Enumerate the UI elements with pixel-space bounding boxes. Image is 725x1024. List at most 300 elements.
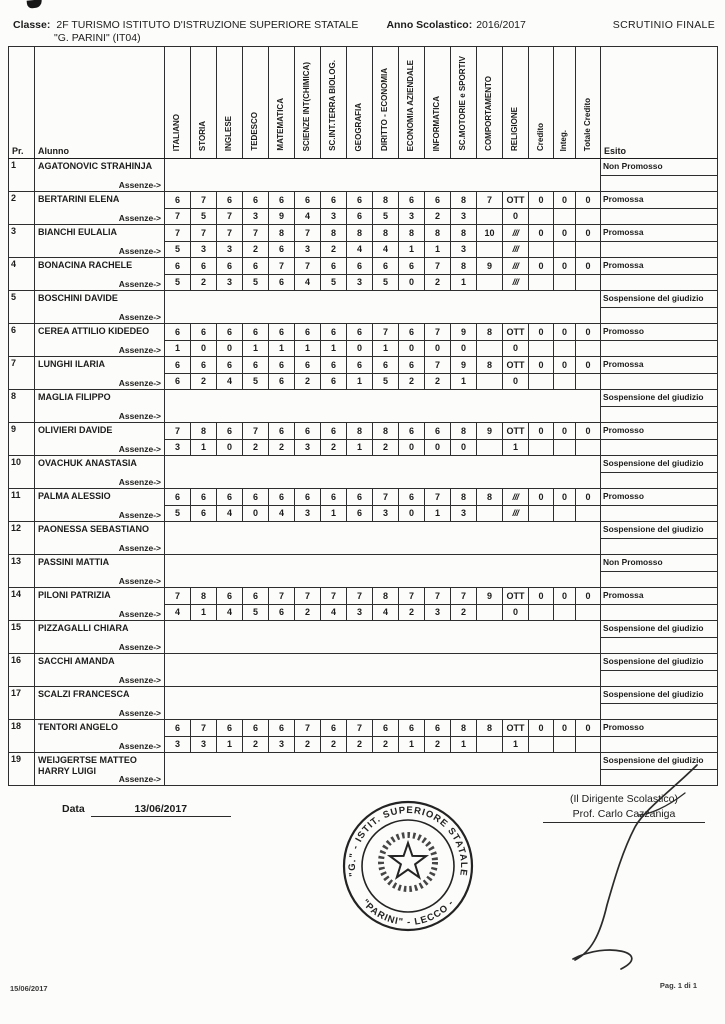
absence-cell [554, 341, 576, 357]
grade-cell: 0 [576, 588, 601, 605]
col-header-subject-2 [217, 47, 243, 159]
student-number: 17 [9, 687, 35, 720]
absence-cell: 1 [451, 737, 477, 753]
grade-cell: 6 [399, 489, 425, 506]
school-stamp [340, 800, 476, 936]
grade-cell: 0 [576, 192, 601, 209]
col-header-subject-13 [503, 47, 529, 159]
grade-cell: 6 [217, 489, 243, 506]
absence-cell: 6 [269, 242, 295, 258]
table-head [9, 47, 718, 159]
absence-cell: 4 [347, 242, 373, 258]
absence-cell: 5 [373, 275, 399, 291]
esito-empty [601, 572, 718, 588]
grade-cell: 9 [451, 357, 477, 374]
grade-cell: 7 [295, 225, 321, 242]
grade-cell: 0 [529, 225, 554, 242]
grade-cell: 6 [269, 489, 295, 506]
absence-cell: /// [503, 242, 529, 258]
absence-cell: 3 [321, 209, 347, 225]
student-grade-row [9, 258, 718, 275]
grade-cell: 0 [529, 588, 554, 605]
grade-cell: 0 [529, 258, 554, 275]
absence-cell [554, 242, 576, 258]
student-grade-row [9, 291, 718, 308]
grade-cell: 6 [269, 192, 295, 209]
esito-value: Promossa [601, 225, 718, 242]
empty-grades-block [165, 687, 601, 720]
absence-cell: 6 [347, 209, 373, 225]
grade-cell: 8 [191, 423, 217, 440]
absence-cell: 0 [425, 440, 451, 456]
absence-cell: 6 [269, 605, 295, 621]
absence-cell: 3 [425, 605, 451, 621]
absence-cell: 0 [399, 440, 425, 456]
grade-cell: 7 [217, 225, 243, 242]
col-header-subject-6 [321, 47, 347, 159]
empty-grades-block [165, 291, 601, 324]
absence-cell: 1 [503, 737, 529, 753]
absence-cell: 1 [347, 440, 373, 456]
grade-cell: 9 [477, 423, 503, 440]
absence-cell: 5 [243, 275, 269, 291]
grade-cell: 6 [399, 192, 425, 209]
absence-cell: 5 [191, 209, 217, 225]
grade-cell: 6 [321, 720, 347, 737]
grade-cell: 6 [321, 324, 347, 341]
grade-cell: 6 [295, 192, 321, 209]
grade-cell: 7 [347, 588, 373, 605]
grade-cell: OTT [503, 588, 529, 605]
grade-cell: 6 [373, 720, 399, 737]
absence-cell: 5 [321, 275, 347, 291]
absence-cell: 3 [295, 242, 321, 258]
col-header-subject-3 [243, 47, 269, 159]
empty-grades-block [165, 654, 601, 687]
student-grade-row [9, 390, 718, 407]
absence-cell: 6 [347, 506, 373, 522]
esito-empty [601, 770, 718, 786]
grade-cell: 6 [165, 324, 191, 341]
absence-cell: 3 [243, 209, 269, 225]
col-header-subject-15 [554, 47, 576, 159]
grade-cell: 0 [554, 489, 576, 506]
student-name: PASSINI MATTIA [38, 557, 110, 567]
col-header-subject-4-label: MATEMATICA [276, 98, 286, 151]
grade-cell: 7 [399, 588, 425, 605]
absence-cell: 0 [503, 209, 529, 225]
esito-empty [601, 209, 718, 225]
grade-cell: 6 [321, 258, 347, 275]
student-name: PIZZAGALLI CHIARA [38, 623, 129, 633]
absence-cell: 2 [321, 440, 347, 456]
student-name-cell [35, 159, 165, 192]
grade-cell: 6 [217, 720, 243, 737]
grade-cell: 6 [347, 489, 373, 506]
absence-cell: 2 [425, 737, 451, 753]
grade-cell: 7 [165, 423, 191, 440]
grade-cell: OTT [503, 324, 529, 341]
col-header-alunno: Alunno [35, 47, 165, 159]
classe-label: Classe: [13, 19, 51, 31]
grade-cell: 7 [477, 192, 503, 209]
grade-cell: 7 [191, 225, 217, 242]
esito-empty [601, 737, 718, 753]
assenze-label: Assenze-> [118, 443, 161, 454]
student-name-cell [35, 192, 165, 225]
assenze-label: Assenze-> [118, 410, 161, 421]
student-grade-row [9, 192, 718, 209]
esito-empty [601, 341, 718, 357]
student-name-cell [35, 522, 165, 555]
student-name-cell [35, 489, 165, 522]
absence-cell [529, 737, 554, 753]
student-name-cell [35, 687, 165, 720]
student-number: 1 [9, 159, 35, 192]
absence-cell [477, 605, 503, 621]
student-name: WEIJGERTSE MATTEO HARRY LUIGI [38, 755, 137, 776]
esito-empty [601, 605, 718, 621]
anno-value: 2016/2017 [476, 19, 526, 31]
esito-value: Sospensione del giudizio [601, 753, 718, 770]
grade-cell: 6 [399, 720, 425, 737]
student-number: 19 [9, 753, 35, 786]
grade-cell: 6 [399, 324, 425, 341]
grade-cell: 6 [295, 324, 321, 341]
grade-cell: 6 [243, 357, 269, 374]
absence-cell: 2 [321, 737, 347, 753]
absence-cell: 5 [243, 605, 269, 621]
absence-cell [576, 209, 601, 225]
student-name-cell [35, 324, 165, 357]
grade-cell: 6 [321, 489, 347, 506]
esito-value: Sospensione del giudizio [601, 291, 718, 308]
absence-cell: 2 [295, 737, 321, 753]
grade-cell: 0 [529, 720, 554, 737]
absence-cell: 1 [321, 341, 347, 357]
absence-cell: 4 [295, 275, 321, 291]
absence-cell: 2 [243, 242, 269, 258]
absence-cell: 3 [399, 209, 425, 225]
absence-cell [576, 374, 601, 390]
student-number: 5 [9, 291, 35, 324]
absence-cell: 1 [321, 506, 347, 522]
grade-cell: 8 [425, 225, 451, 242]
student-number: 15 [9, 621, 35, 654]
grade-cell: 6 [347, 324, 373, 341]
absence-cell: 2 [269, 440, 295, 456]
grade-cell: OTT [503, 720, 529, 737]
dirigente-block [543, 793, 705, 823]
grade-cell: 6 [165, 489, 191, 506]
student-number: 11 [9, 489, 35, 522]
grade-cell: 8 [373, 588, 399, 605]
col-header-subject-16 [576, 47, 601, 159]
page-number: Pag. 1 di 1 [659, 981, 697, 990]
absence-cell: 3 [451, 506, 477, 522]
absence-cell: 3 [373, 506, 399, 522]
col-header-subject-8 [373, 47, 399, 159]
col-header-subject-14-label: Credito [535, 123, 545, 151]
col-header-subject-10-label: INFORMATICA [432, 95, 442, 151]
student-grade-row [9, 522, 718, 539]
absence-cell [529, 506, 554, 522]
grade-cell: 7 [165, 588, 191, 605]
grade-cell: 8 [373, 225, 399, 242]
col-header-subject-9 [399, 47, 425, 159]
student-number: 6 [9, 324, 35, 357]
absence-cell: 2 [399, 374, 425, 390]
date-line [62, 803, 231, 817]
student-number: 13 [9, 555, 35, 588]
grade-cell: 0 [576, 357, 601, 374]
absence-cell: 2 [373, 737, 399, 753]
student-name: TENTORI ANGELO [38, 722, 119, 732]
absence-cell: 5 [165, 275, 191, 291]
grade-cell: 6 [217, 192, 243, 209]
grade-cell: 6 [191, 357, 217, 374]
absence-cell [554, 209, 576, 225]
absence-cell: 1 [399, 242, 425, 258]
absence-cell: 4 [295, 209, 321, 225]
absence-cell [529, 242, 554, 258]
student-name-cell [35, 390, 165, 423]
absence-cell: 4 [269, 506, 295, 522]
grade-cell: 6 [321, 423, 347, 440]
grade-cell: 8 [451, 489, 477, 506]
absence-cell: 1 [451, 275, 477, 291]
absence-cell [477, 737, 503, 753]
esito-value: Sospensione del giudizio [601, 654, 718, 671]
absence-cell: 2 [243, 737, 269, 753]
absence-cell: 1 [191, 440, 217, 456]
absence-cell [576, 440, 601, 456]
classe-value: 2F TURISMO ISTITUTO D'ISTRUZIONE SUPERIORE STATALE [56, 19, 359, 31]
absence-cell: 0 [451, 341, 477, 357]
student-grade-row [9, 357, 718, 374]
grade-cell: 7 [191, 720, 217, 737]
col-header-subject-14 [529, 47, 554, 159]
assenze-label: Assenze-> [118, 344, 161, 355]
grade-cell: 10 [477, 225, 503, 242]
grade-cell: 0 [554, 324, 576, 341]
assenze-label: Assenze-> [118, 641, 161, 652]
absence-cell: 1 [217, 737, 243, 753]
absence-cell: 0 [217, 440, 243, 456]
grade-cell: 0 [529, 423, 554, 440]
student-grade-row [9, 753, 718, 770]
student-name: OLIVIERI DAVIDE [38, 425, 113, 435]
esito-empty [601, 242, 718, 258]
esito-value: Promossa [601, 357, 718, 374]
absence-cell: 4 [217, 506, 243, 522]
absence-cell: 5 [243, 374, 269, 390]
absence-cell: 1 [425, 506, 451, 522]
absence-cell: 2 [321, 242, 347, 258]
absence-cell: 0 [399, 275, 425, 291]
grade-cell: 8 [191, 588, 217, 605]
grade-cell: 8 [477, 324, 503, 341]
esito-value: Promosso [601, 423, 718, 440]
grade-cell: 7 [243, 225, 269, 242]
student-name: PILONI PATRIZIA [38, 590, 111, 600]
grade-cell: 0 [529, 324, 554, 341]
grade-cell: 6 [321, 357, 347, 374]
absence-cell: 2 [425, 209, 451, 225]
col-header-subject-12 [477, 47, 503, 159]
col-header-subject-10 [425, 47, 451, 159]
grade-cell: 6 [295, 423, 321, 440]
absence-cell: /// [503, 275, 529, 291]
esito-value: Sospensione del giudizio [601, 456, 718, 473]
grade-cell: 8 [477, 489, 503, 506]
grade-cell: 6 [347, 192, 373, 209]
student-grade-row [9, 324, 718, 341]
student-name-cell [35, 225, 165, 258]
esito-empty [601, 671, 718, 687]
col-header-subject-1-label: STORIA [198, 120, 208, 151]
esito-empty [601, 407, 718, 423]
absence-cell: 3 [451, 209, 477, 225]
esito-empty [601, 638, 718, 654]
absence-cell: 1 [451, 374, 477, 390]
assenze-label: Assenze-> [118, 740, 161, 751]
grade-cell: 6 [191, 324, 217, 341]
printed-date: 15/06/2017 [10, 984, 48, 993]
col-header-subject-12-label: COMPORTAMENTO [484, 76, 494, 151]
grade-cell: 6 [373, 258, 399, 275]
grade-cell: 0 [554, 258, 576, 275]
student-name-cell [35, 423, 165, 456]
col-header-subject-7-label: GEOGRAFIA [354, 102, 364, 151]
absence-cell: 2 [373, 440, 399, 456]
student-name: BOSCHINI DAVIDE [38, 293, 118, 303]
absence-cell [529, 341, 554, 357]
absence-cell: 1 [243, 341, 269, 357]
absence-cell: 1 [191, 605, 217, 621]
grade-cell: 7 [425, 357, 451, 374]
grade-cell: 9 [477, 258, 503, 275]
student-name-cell [35, 720, 165, 753]
grade-cell: OTT [503, 357, 529, 374]
grade-cell: 6 [269, 357, 295, 374]
absence-cell: 6 [321, 374, 347, 390]
absence-cell: 7 [217, 209, 243, 225]
grade-cell: /// [503, 225, 529, 242]
assenze-label: Assenze-> [118, 707, 161, 718]
student-grade-row [9, 456, 718, 473]
absence-cell: 3 [347, 605, 373, 621]
student-name-cell [35, 291, 165, 324]
absence-cell: 2 [425, 275, 451, 291]
empty-grades-block [165, 555, 601, 588]
grade-cell: 6 [295, 357, 321, 374]
student-number: 9 [9, 423, 35, 456]
grade-cell: 8 [451, 720, 477, 737]
absence-cell: 4 [165, 605, 191, 621]
assenze-label: Assenze-> [118, 575, 161, 586]
stamp-top-text: "G." - ISTIT. SUPERIORE STATALE [346, 804, 470, 878]
col-header-subject-8-label: DIRITTO - ECONOMIA [380, 68, 390, 151]
absence-cell: 3 [269, 737, 295, 753]
col-header-subject-13-label: RELIGIONE [510, 106, 520, 151]
grade-cell: 7 [295, 720, 321, 737]
grade-cell: 6 [217, 357, 243, 374]
col-header-subject-6-label: SC.INT.TERRA BIOLOG. [328, 60, 338, 151]
grade-cell: 6 [425, 720, 451, 737]
empty-grades-block [165, 522, 601, 555]
absence-cell: 1 [269, 341, 295, 357]
student-number: 10 [9, 456, 35, 489]
absence-cell: 1 [373, 341, 399, 357]
grade-cell: OTT [503, 423, 529, 440]
absence-cell: 0 [399, 506, 425, 522]
grade-cell: /// [503, 489, 529, 506]
assenze-label: Assenze-> [118, 377, 161, 388]
esito-empty [601, 506, 718, 522]
absence-cell: 3 [295, 440, 321, 456]
header-row [9, 47, 718, 159]
assenze-label: Assenze-> [118, 476, 161, 487]
grade-cell: 6 [243, 720, 269, 737]
absence-cell: 5 [165, 242, 191, 258]
empty-grades-block [165, 456, 601, 489]
grades-table [8, 46, 718, 786]
grade-cell: 6 [399, 357, 425, 374]
signature [545, 755, 725, 980]
student-name: PAONESSA SEBASTIANO [38, 524, 150, 534]
grade-cell: 6 [165, 258, 191, 275]
empty-grades-block [165, 159, 601, 192]
student-grade-row [9, 588, 718, 605]
student-grade-row [9, 621, 718, 638]
student-name: OVACHUK ANASTASIA [38, 458, 137, 468]
grade-cell: 0 [554, 423, 576, 440]
esito-value: Sospensione del giudizio [601, 621, 718, 638]
esito-empty [601, 704, 718, 720]
grade-cell: 8 [399, 225, 425, 242]
grade-cell: 8 [269, 225, 295, 242]
absence-cell [477, 440, 503, 456]
grade-cell: 7 [425, 489, 451, 506]
esito-empty [601, 308, 718, 324]
absence-cell [477, 209, 503, 225]
grade-cell: 8 [347, 225, 373, 242]
student-name-cell [35, 654, 165, 687]
grade-cell: 7 [243, 423, 269, 440]
student-name-cell [35, 456, 165, 489]
absence-cell: 3 [191, 737, 217, 753]
student-number: 4 [9, 258, 35, 291]
absence-cell [477, 506, 503, 522]
school-name-line2: "G. PARINI" (IT04) [54, 32, 141, 45]
absence-cell [529, 374, 554, 390]
student-name: SCALZI FRANCESCA [38, 689, 130, 699]
absence-cell: 0 [243, 506, 269, 522]
grade-cell: 6 [165, 357, 191, 374]
student-name: BERTARINI ELENA [38, 194, 120, 204]
absence-cell: 6 [191, 506, 217, 522]
student-number: 18 [9, 720, 35, 753]
grade-cell: 0 [529, 489, 554, 506]
document-title: SCRUTINIO FINALE [612, 19, 715, 31]
absence-cell: 5 [373, 374, 399, 390]
absence-cell: 2 [295, 374, 321, 390]
empty-grades-block [165, 621, 601, 654]
student-grade-row [9, 654, 718, 671]
absence-cell [554, 605, 576, 621]
student-name: AGATONOVIC STRAHINJA [38, 161, 153, 171]
